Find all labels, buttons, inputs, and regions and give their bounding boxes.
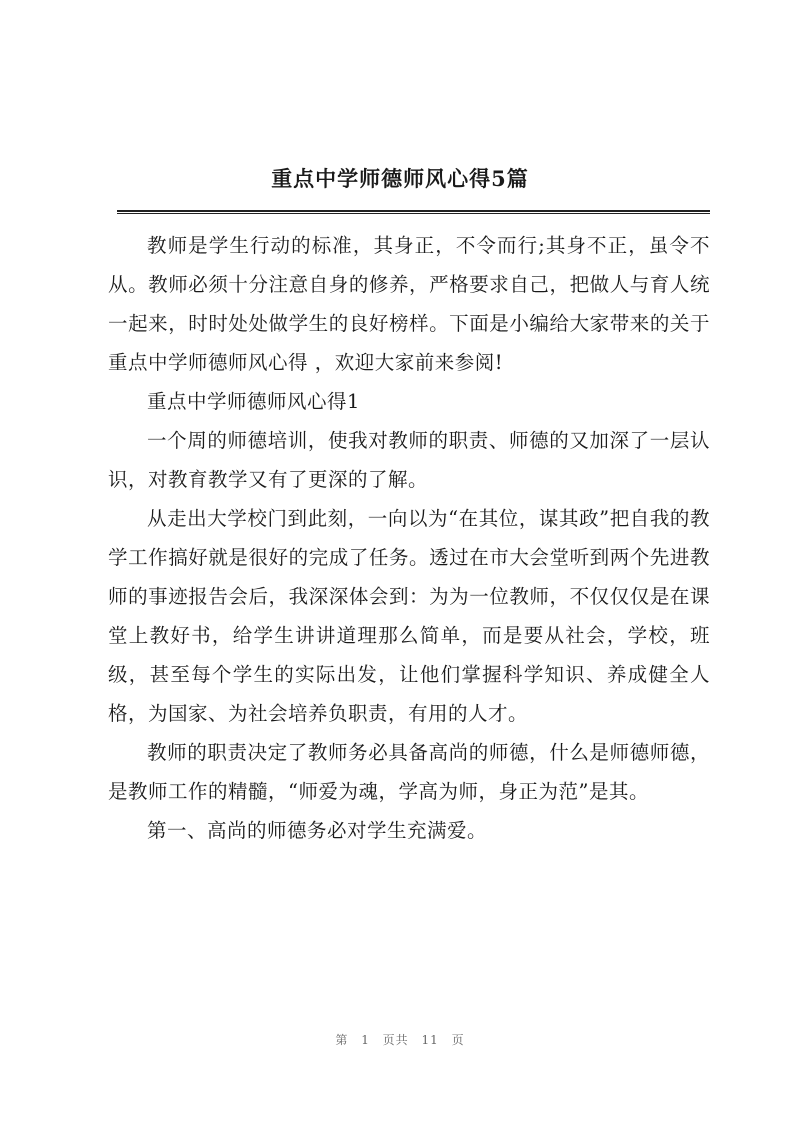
page-total: 11 — [421, 1033, 439, 1047]
footer-suffix: 页 — [451, 1033, 465, 1047]
footer-middle: 页共 — [382, 1033, 409, 1047]
body-paragraph: 教师的职责决定了教师务必具备高尚的师德，什么是师德师德，是教师工作的精髓，“师爱为魂，学高为师，身正为范”是其。 — [108, 741, 710, 803]
body-paragraph: 从走出大学校门到此刻，一向以为“在其位，谋其政”把自我的教学工作搞好就是很好的完成了任务。透过在市大会堂听到两个先进教师的事迹报告会后，我深深体会到：为为一位教师，不仅仅仅是在课堂上教好书，给学生讲讲道理那么简单，而是要从社会，学校，班级，甚至每个学生的实际出发，让他们掌握科学知识、养成健全人格，为国家、为社会培养负职责，有用的人才。 — [108, 507, 710, 725]
intro-paragraph: 教师是学生行动的标准，其身正，不令而行;其身不正，虽令不从。教师必须十分注意自身的修养，严格要求自己，把做人与育人统一起来，时时处处做学生的良好榜样。下面是小编给大家带来的关于重点中学师德师风心得 ，欢迎大家前来参阅! — [108, 234, 710, 374]
body-paragraph: 一个周的师德培训，使我对教师的职责、师德的又加深了一层认识，对教育教学又有了更深的了解。 — [108, 429, 710, 491]
document-title: 重点中学师德师风心得5篇 — [271, 166, 529, 191]
body-paragraph: 第一、高尚的师德务必对学生充满爱。 — [147, 819, 488, 842]
section-heading: 重点中学师德师风心得1 — [147, 390, 360, 413]
document-body — [108, 226, 710, 850]
title-divider — [117, 210, 710, 214]
page-number: 1 — [361, 1033, 370, 1047]
page-footer — [0, 1031, 800, 1048]
footer-prefix: 第 — [335, 1033, 349, 1047]
